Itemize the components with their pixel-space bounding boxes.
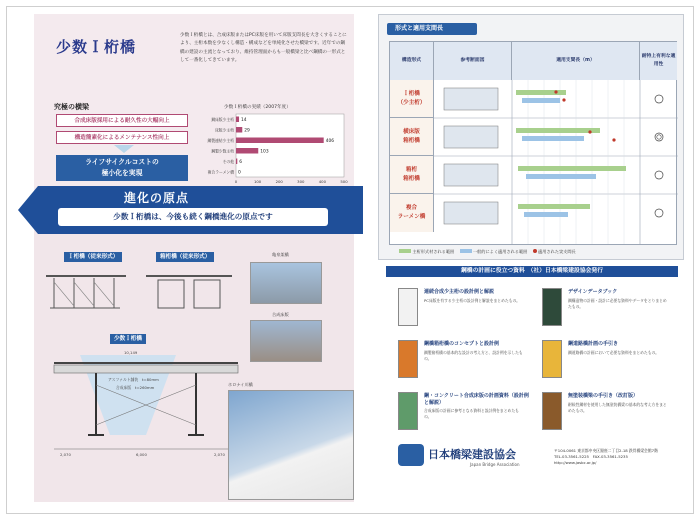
row-box-girder: 箱桁 箱桁橋 (390, 156, 434, 194)
photo-label-1: 亀泉架橋 (272, 252, 289, 257)
intro-text: 少数Ｉ桁橋とは、合成床版またはPC床版を用いて床版支間長を大きくすることにより、主桁本数を少なくし構造・構成などを単純化させた橋梁です。近年での鋼橋の建設の主流となっており、維持管理面からも一般橋梁と比べ鋼橋の一形式として一番化してきています。 (180, 33, 347, 64)
chart-category-label: 鋼製少数主桁 (211, 148, 234, 154)
publications-section (378, 266, 684, 506)
row-box-slab: 横床版 箱桁橋 (390, 118, 434, 156)
col-header-suitability: 耐特上有利な適用性 (640, 42, 677, 80)
pub-text-1: PC床版を有する少主桁の設計例と解説をまとめたもの。 (424, 298, 520, 303)
pub-title-6: 無塗装橋梁の手引き（改訂版） (568, 393, 639, 399)
ultimate-heading: 究極の横梁 (54, 103, 89, 111)
section-drawings-small (40, 262, 240, 330)
legend-dot-icon (533, 249, 537, 253)
legend-item-1: 主桁形式材される範囲 (412, 249, 455, 254)
book-cover-4 (542, 340, 562, 378)
chart-svg (194, 102, 350, 192)
achievement-chart (194, 102, 350, 192)
dim-b3: 2,070 (214, 452, 225, 457)
book-cover-6 (542, 392, 562, 430)
chart-category-label: 複合ラーメン橋 (207, 169, 234, 175)
pub-text-2: 鋼構造物の計画・設計に必要な資料やデータをとりまとめたもの。 (568, 298, 667, 309)
pub-text-6: 耐候性鋼材を使用した無塗装橋梁の基本的な考え方をまとめたもの。 (568, 402, 667, 413)
span-table-header: 形式と適用支間長 (387, 23, 477, 35)
book-cover-5 (398, 392, 418, 430)
label-few-i-girder: 少数Ｉ桁橋 (110, 334, 146, 344)
span-table (389, 41, 677, 245)
chart-value-label: 29 (244, 128, 250, 134)
chart-value-label: 14 (241, 117, 247, 123)
table-legend (399, 249, 576, 255)
book-cover-1 (398, 288, 418, 326)
pub-title-4: 鋼道路橋計画の手引き (568, 341, 619, 347)
chart-category-label: その他 (222, 158, 234, 164)
org-name: 日本橋梁建設協会 (428, 448, 516, 461)
col-header-section: 参考断面図 (434, 42, 512, 80)
col-header-form: 構造形式 (390, 42, 434, 80)
bridge-photo-2 (250, 320, 322, 362)
bridge-photo-3 (228, 390, 354, 500)
dim-top: 10,149 (124, 350, 138, 355)
col-header-span: 適用支間長（m） (512, 42, 640, 80)
book-cover-2 (542, 288, 562, 326)
chart-bar (236, 127, 242, 133)
chart-bar (236, 117, 239, 123)
photo-label-3: ホロナイ川橋 (228, 382, 253, 387)
chart-value-label: 103 (260, 149, 269, 155)
chart-bar (236, 159, 237, 165)
chart-value-label: 6 (239, 159, 243, 165)
asphalt-label: アスファルト舗装 t=80mm (108, 377, 159, 382)
chart-category-label: 鋼製連結少主桁 (207, 137, 234, 143)
bridge-photo-1 (250, 262, 322, 304)
evolution-banner (18, 186, 363, 234)
chart-bar (236, 148, 258, 154)
pub-title-1: 連続合成少主桁の設計例と解説 (424, 289, 495, 295)
pub-title-2: デザインデータブック (568, 289, 618, 295)
span-table-body (434, 80, 678, 244)
chart-category-label: 床版少主桁 (215, 127, 234, 133)
chart-tick-label: 100 (253, 179, 262, 184)
chart-tick-label: 300 (297, 179, 305, 184)
label-i-girder: Ｉ桁橋（従来形式） (64, 252, 122, 262)
chart-tick-label: 200 (275, 179, 283, 184)
dim-b1: 2,070 (60, 452, 71, 457)
section-drawing-main (46, 345, 246, 465)
lcc-callout: ライフサイクルコストの 極小化を実現 (56, 155, 188, 181)
org-english-name: Japan Bridge Association (470, 462, 520, 467)
chart-tick-label: 400 (318, 179, 327, 184)
book-cover-3 (398, 340, 418, 378)
legend-green-swatch (399, 249, 411, 253)
page-title: 少数Ｉ桁橋 (56, 38, 137, 56)
pub-text-5: 合成床版の計画に参考となる資料と設計例をまとめたもの。 (424, 408, 519, 419)
pub-text-3: 鋼製箱桁橋の基本的な設計の考え方と、設計例を示したもの。 (424, 350, 523, 361)
feature-pill-maintenance: 構造簡素化によるメンテナンス性向上 (56, 131, 188, 144)
row-i-girder: Ｉ桁橋 （少主桁） (390, 80, 434, 118)
legend-blue-swatch (460, 249, 472, 253)
dim-b2: 6,000 (136, 452, 147, 457)
photo-label-2: 合成床版 (272, 312, 289, 317)
banner-title: 進化の原点 (124, 191, 190, 205)
association-logo-icon (398, 444, 424, 466)
chart-category-label: 鋼床版少主桁 (211, 116, 234, 122)
chevron-left-icon (18, 186, 38, 234)
legend-item-3: 適用された実支間長 (538, 249, 576, 254)
slab-label: 合成床版 t=260mm (116, 385, 155, 390)
arrow-down-icon (114, 145, 134, 153)
publications-header: 鋼橋の計画に役立つ資料 （社）日本橋梁建設協会発行 (386, 266, 678, 277)
chart-tick-label: 500 (340, 179, 348, 184)
chart-bar (236, 138, 324, 144)
row-composite-rahmen: 複合 ラーメン橋 (390, 194, 434, 232)
right-panel (378, 14, 684, 260)
chart-plot-area (236, 114, 344, 177)
chart-value-label: 406 (325, 138, 335, 144)
pub-text-4: 鋼道路橋の計画において必要な資料をまとめたもの。 (568, 350, 659, 355)
banner-subtitle: 少数Ｉ桁橋は、今後も続く鋼橋進化の原点です (58, 208, 328, 226)
chart-title: 少数Ｉ桁橋の実績（2007年度） (224, 105, 291, 110)
legend-item-2: 一般的によく適用される範囲 (472, 249, 528, 254)
feature-pill-durability: 合成床版採用による耐久性の大幅向上 (56, 114, 188, 127)
label-box-girder: 箱桁橋（従来形式） (156, 252, 214, 262)
chart-tick-label: 0 (234, 179, 238, 184)
pub-title-5: 鋼・コンクリート合成床版の計画資料（設計例と解説） (424, 393, 529, 406)
org-address: 〒104-0061 東京都中央区銀座二丁目2-18 鉄骨橋梁会館7階 TEL.03-3561-5225 FAX.03-3561-5235 http://www.jasbc.or.jp/ (554, 448, 658, 465)
pub-title-3: 鋼橋箱桁橋のコンセプトと設計例 (424, 341, 500, 347)
chart-value-label: 0 (238, 170, 241, 176)
